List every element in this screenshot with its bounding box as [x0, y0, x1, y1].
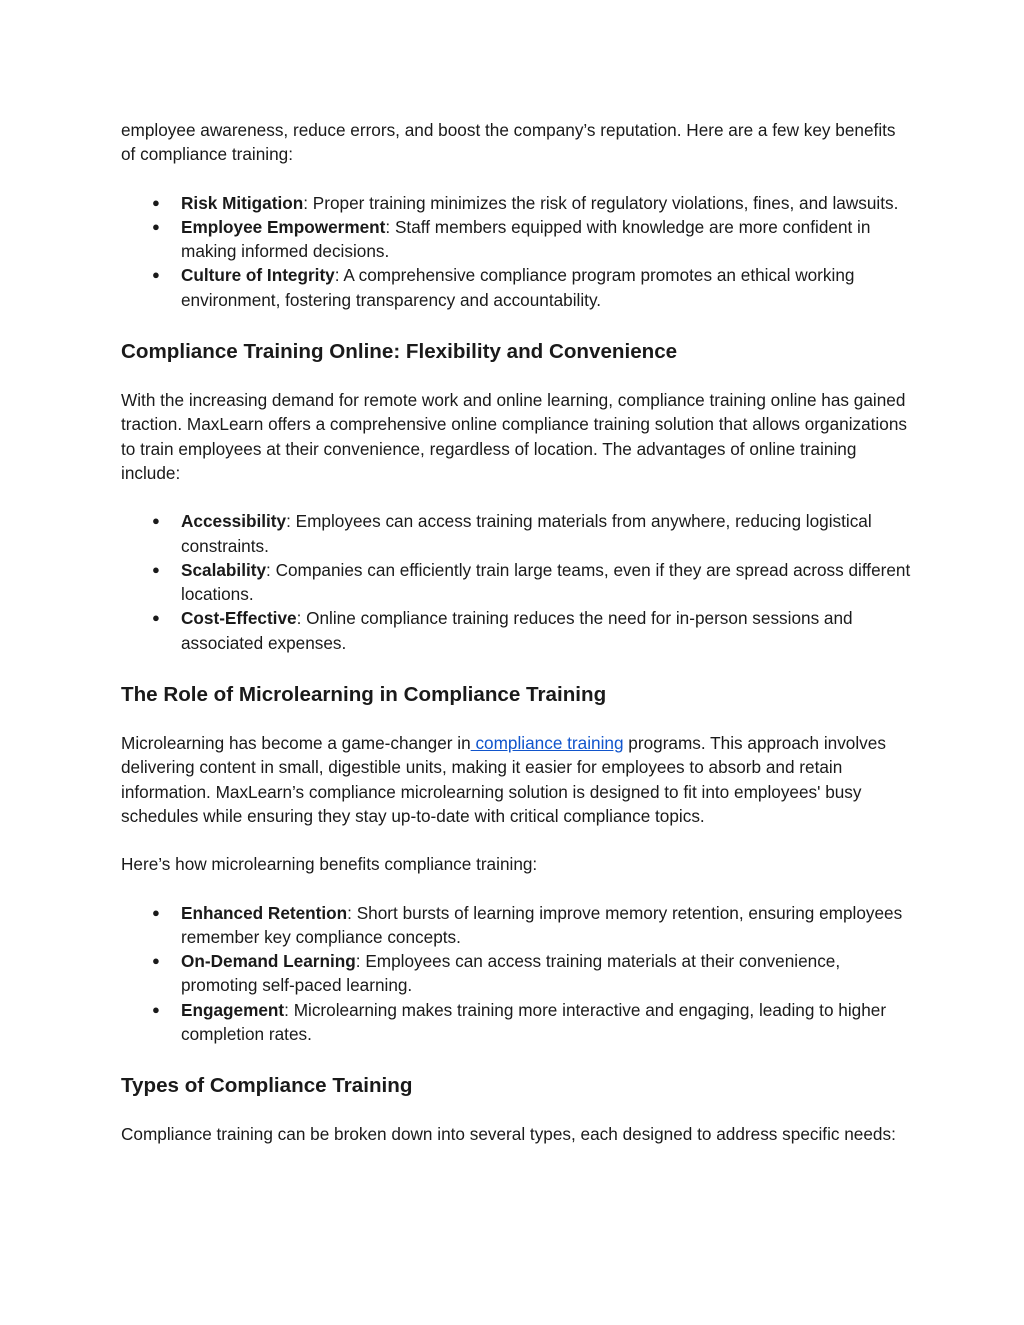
- list-item-desc: : Employees can access training materials at their convenience, promoting self-paced learning.: [181, 951, 841, 996]
- list-item-desc: : Short bursts of learning improve memory retention, ensuring employees remember key compliance concepts.: [181, 902, 903, 947]
- list-item-term: Accessibility: [181, 511, 287, 532]
- microlearning-lead: Here’s how microlearning benefits compliance training:: [121, 854, 538, 875]
- paragraph-text: Microlearning has become a game-changer in: [121, 733, 471, 754]
- list-item: [121, 191, 911, 215]
- list-item-desc: : Proper training minimizes the risk of regulatory violations, fines, and lawsuits.: [303, 192, 899, 213]
- compliance-training-link[interactable]: compliance training: [470, 733, 624, 754]
- list-item-desc: : Staff members equipped with knowledge are more confident in making informed decisions.: [181, 216, 871, 262]
- list-item-desc: : Employees can access training materials from anywhere, reducing logistical constraints.: [181, 511, 872, 556]
- list-item-term: Employee Empowerment: [181, 216, 386, 237]
- list-item-term: On-Demand Learning: [181, 951, 356, 972]
- list-item: [121, 901, 911, 950]
- intro-paragraph: employee awareness, reduce errors, and boost the company’s reputation. Here are a few key benefits of compliance training:: [121, 120, 896, 165]
- list-item-desc: : Companies can efficiently train large teams, even if they are spread across different locations.: [181, 559, 911, 605]
- bullet-icon: ●: [152, 904, 160, 920]
- online-advantages-list: [121, 509, 911, 655]
- list-item: [121, 606, 911, 655]
- list-item-term: Culture of Integrity: [181, 265, 335, 286]
- list-item-term: Engagement: [181, 999, 285, 1020]
- list-item-term: Cost-Effective: [181, 608, 297, 629]
- section-heading-online: Compliance Training Online: Flexibility and Convenience: [121, 340, 678, 364]
- list-item: [121, 998, 911, 1047]
- list-item: [121, 263, 911, 312]
- list-item: [121, 949, 911, 998]
- bullet-icon: ●: [152, 953, 160, 969]
- types-paragraph: Compliance training can be broken down into several types, each designed to address specific needs:: [121, 1124, 896, 1145]
- list-item-term: Risk Mitigation: [181, 192, 304, 213]
- microlearning-paragraph: [121, 731, 911, 828]
- paragraph-text: programs. This approach involves delivering content in small, digestible units, making it easier for employees to absorb and retain information. MaxLearn’s compliance microlearning solution is designed to fit into employees' busy schedules while ensuring they stay up-to-date with critical compliance topics.: [121, 733, 886, 826]
- list-item-term: Enhanced Retention: [181, 902, 348, 923]
- bullet-icon: ●: [152, 513, 160, 529]
- list-item: [121, 509, 911, 558]
- bullet-icon: ●: [152, 561, 160, 577]
- online-paragraph: With the increasing demand for remote work and online learning, compliance training online has gained traction. MaxLearn offers a comprehensive online compliance training solution that allows organizations to train employees at their convenience, regardless of location. The advantages of online training include:: [121, 390, 907, 483]
- list-item-desc: : A comprehensive compliance program promotes an ethical working environment, fostering transparency and accountability.: [181, 265, 855, 310]
- section-heading-microlearning: The Role of Microlearning in Compliance Training: [121, 683, 607, 707]
- list-item-desc: : Microlearning makes training more interactive and engaging, leading to higher completion rates.: [181, 999, 887, 1045]
- bullet-icon: ●: [152, 1001, 160, 1017]
- list-item: [121, 558, 911, 607]
- bullet-icon: ●: [152, 610, 160, 626]
- bullet-icon: ●: [152, 194, 160, 210]
- benefits-list: [121, 191, 911, 312]
- list-item-term: Scalability: [181, 559, 267, 580]
- microlearning-benefits-list: [121, 901, 911, 1047]
- list-item-desc: : Online compliance training reduces the need for in-person sessions and associated expenses.: [181, 608, 853, 653]
- bullet-icon: ●: [152, 267, 160, 283]
- list-item: [121, 215, 911, 264]
- document-page: [121, 118, 911, 1147]
- bullet-icon: ●: [152, 218, 160, 234]
- section-heading-types: Types of Compliance Training: [121, 1074, 413, 1098]
